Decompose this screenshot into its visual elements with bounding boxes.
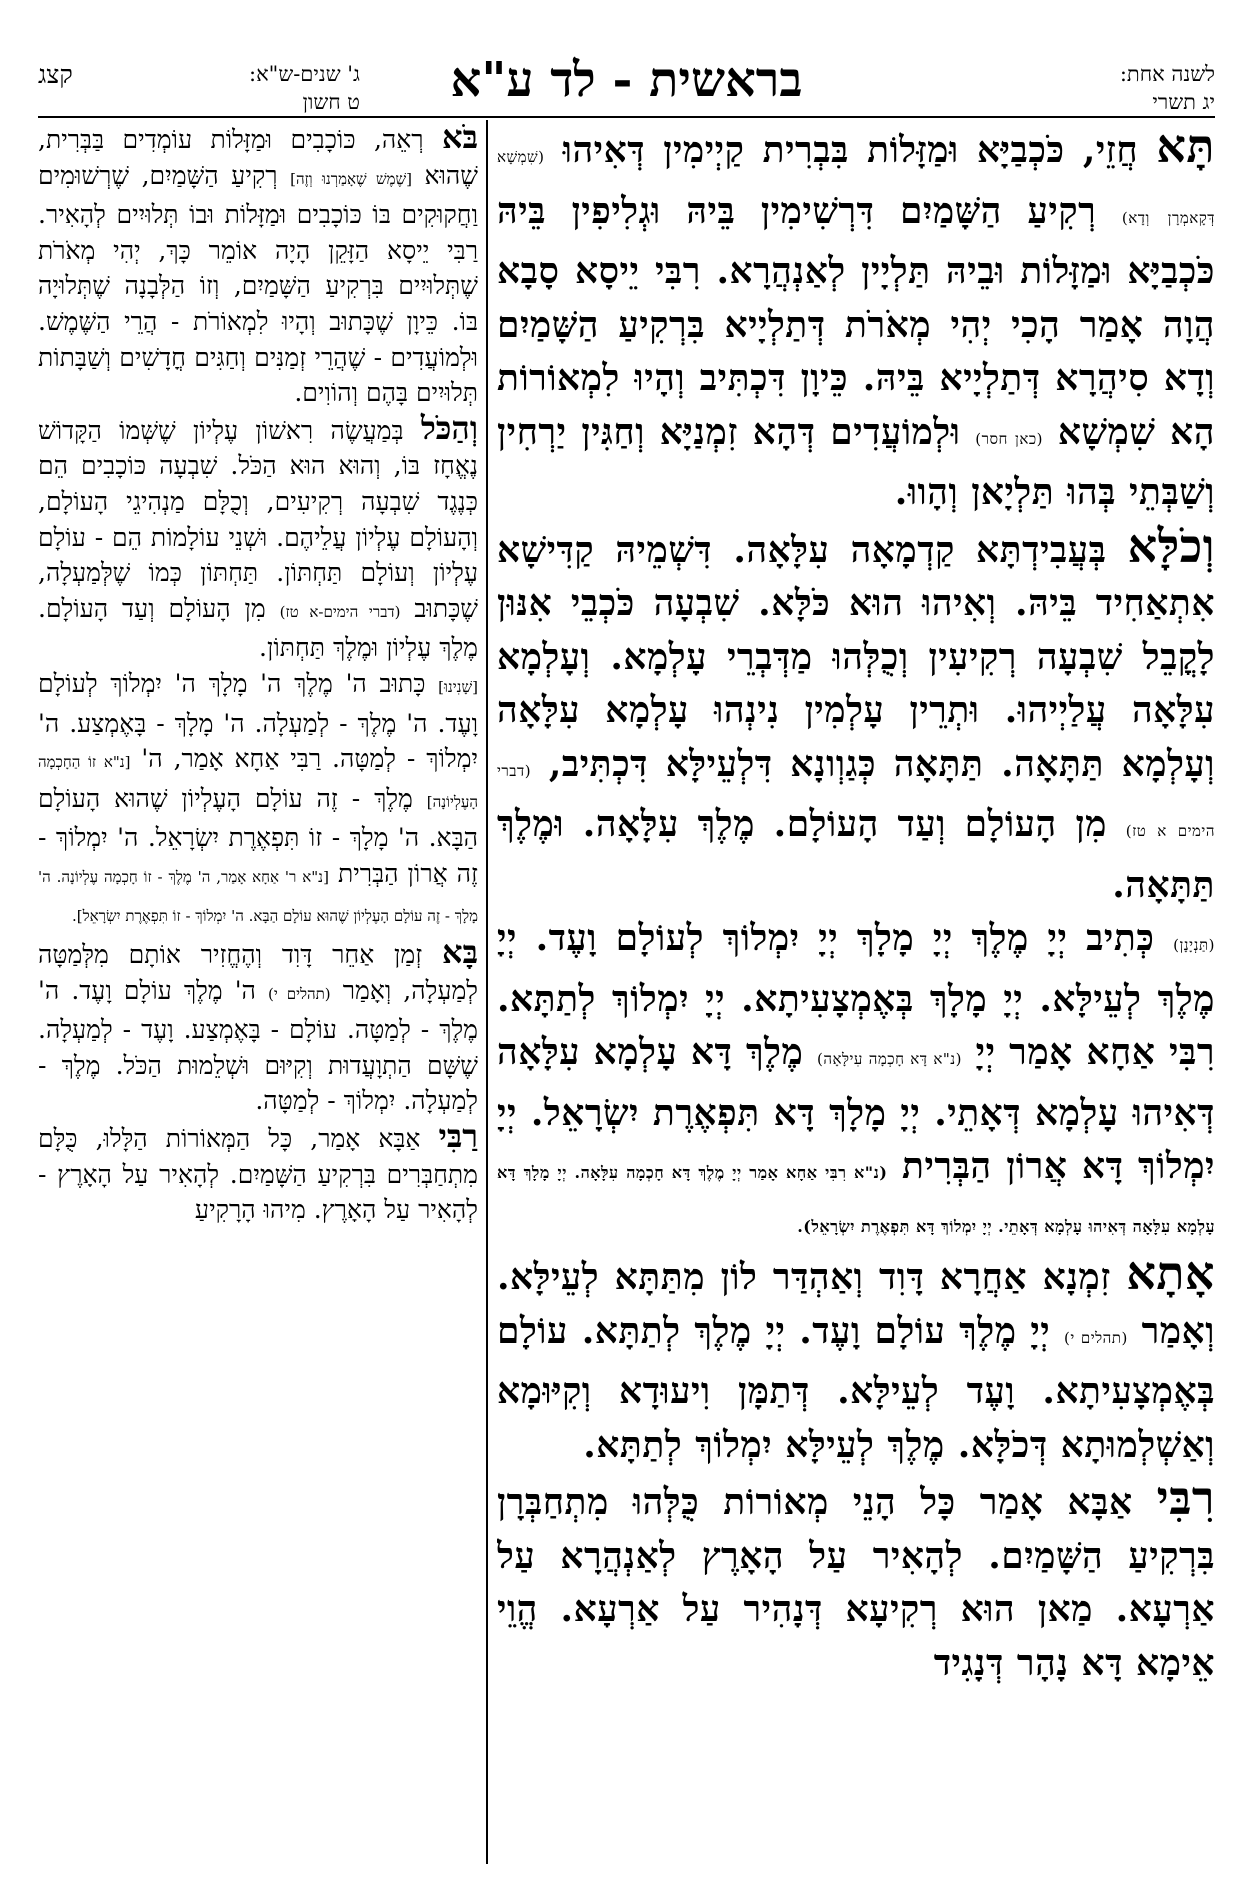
main-paragraph [497, 1247, 1215, 1472]
main-paragraph [497, 120, 1215, 520]
translation-text: זְמַן אַחֵר דָּוִד וְהֶחֱזִיר אוֹתָם מִלְּמַטָּה לְמַעְלָה, וְאָמַר [38, 940, 478, 1005]
header-left [150, 60, 360, 116]
opening-word: וְכֹלָּא [1127, 518, 1215, 573]
inline-note: [שֶׁמֶשׁ שֶׁאָמַרְנוּ וְזֶה] [290, 169, 412, 188]
schedule-three-years: ג' שנים-ש"א: [249, 62, 360, 86]
translation-text: כָּתוּב ה' מֶלֶךְ ה' מָלָךְ ה' יִמְלוֹךְ לְעוֹלָם וָעֶד. ה' מֶלֶךְ - לְמַעְלָה. ה' מָלָךְ - בָּאֶמְצַע. ה' יִמְלוֹךְ - לְמַטָּה. רַבִּי אַחָא אָמַר, ה' [38, 668, 478, 774]
main-text: אַבָּא אָמַר כָּל הָנֵי מְאוֹרוֹת כֻּלְּהוּ מִתְחַבְּרָן בִּרְקִיעַ הַשָּׁמַיִם. לְהָאִיר עַל הָאָרֶץ לְאַנְהֲרָא עַל אַרְעָא. מַאן הוּא רְקִיעָא דְּנָהִיר עַל אַרְעָא. הֱוֵי אֵימָא דָּא נָהָר דְּנָגִיד [497, 1481, 1215, 1684]
version-note: [נ"א ר' אַחָא אָמַר, ה' מֶלֶךְ - זוֹ חָכְמָה עֶלְיוֹנָה. ה' מָלָךְ - זֶה עוֹלָם הָעֶלְיוֹן שֶׁהוּא עוֹלָם הַבָּא. ה' יִמְלוֹךְ - זוֹ תִּפְאֶרֶת יִשְׂרָאֵל]. [38, 867, 478, 926]
source-reference: (דברי הימים א טז) [497, 761, 1215, 840]
main-text: מֶלֶךְ דָּא עָלְמָא עִלָּאָה דְּאִיהוּ עָלְמָא דְּאָתֵי. יְיָ מָלָךְ דָּא תִּפְאֶרֶת יִשְׂרָאֵל. יְיָ יִמְלוֹךְ דָּא אֲרוֹן הַבְּרִית [497, 1031, 1215, 1187]
source-reference: (תהלים י) [268, 984, 331, 1003]
page-header [0, 0, 1253, 114]
opening-word: רִבִּי [1156, 1471, 1215, 1525]
translation-text: בְּמַעֲשֶׂה רִאשׁוֹן עֶלְיוֹן שֶׁשְּׁמוֹ הַקָּדוֹשׁ נֶאֱחָז בּוֹ, וְהוּא הוּא הַכֹּל. שִׁבְעָה כּוֹכָבִים הֵם כְּנֶגֶד שִׁבְעָה רְקִיעִים, וְכֻלָּם מַנְהִיגֵי הָעוֹלָם, וְהָעוֹלָם עֶלְיוֹן עֲלֵיהֶם. וּשְׁנֵי עוֹלָמוֹת הֵם - עוֹלָם עֶלְיוֹן וְעוֹלָם תַּחְתּוֹן. תַּחְתּוֹן כְּמוֹ שֶׁלְּמַעְלָה, שֶׁכָּתוּב [38, 415, 478, 623]
translation-text: מֶלֶךְ - זֶה עוֹלָם הָעֶלְיוֹן שֶׁהוּא הָעוֹלָם הַבָּא. ה' מָלָךְ - זוֹ תִּפְאֶרֶת יִשְׂרָאֵל. ה' יִמְלוֹךְ - זֶה אֲרוֹן הַבְּרִית [38, 783, 478, 888]
translation-text: רְאֵה, כּוֹכָבִים וּמַזָּלוֹת עוֹמְדִים בַּבְּרִית, שֶׁהוּא [38, 125, 478, 190]
main-paragraph [497, 520, 1215, 913]
main-text: בְּעֲבִידְתָּא קַדְמָאָה עִלָּאָה. דִּשְׁמֵיהּ קַדִּישָׁא אִתְאַחִיד בֵּיהּ. וְאִיהוּ הוּא כֹּלָּא. שִׁבְעָה כֹּכְבֵי אִנּוּן לָקֳבֵל שִׁבְעָה רְקִיעִין וְכֻלְּהוּ מַדְּבְרֵי עָלְמָא. וְעָלְמָא עִלָּאָה עֲלַיְיהוּ. וּתְרֵין עָלְמִין נִינְהוּ עָלְמָא עִלָּאָה וְעָלְמָא תַּתָּאָה. תַּתָּאָה כְּגַוְונָא דִּלְעֵילָּא דִּכְתִּיב, [497, 528, 1215, 785]
main-text: כְּתִיב יְיָ מֶלֶךְ יְיָ מָלָךְ יְיָ יִמְלוֹךְ לְעוֹלָם וָעֶד. יְיָ מֶלֶךְ לְעֵילָּא. יְיָ מָלָךְ בְּאֶמְצָעִיתָא. יְיָ יִמְלוֹךְ לְתַתָּא. רִבִּי אַחָא אָמַר יְיָ [497, 917, 1215, 1073]
schedule-one-year: לשנה אחת: [1119, 62, 1215, 86]
main-text: מִן הָעוֹלָם וְעַד הָעוֹלָם. מֶלֶךְ עִלָּאָה. וּמֶלֶךְ תַּתָּאָה. [497, 803, 1215, 906]
translation-paragraph [38, 408, 478, 666]
inline-note: [שָׁנִינוּ] [438, 677, 478, 696]
inline-note: (שִׁמְשָׁא דְּקָאמְרָן וְדָא) [497, 148, 1215, 227]
main-paragraph [497, 1472, 1215, 1690]
page-number: קצג [38, 60, 73, 89]
inline-note: (תַּנְיָנָן) [1173, 936, 1215, 954]
main-text: זִמְנָא אַחֲרָא דָּוִד וְאַהְדַּר לוֹן מִתַּתָּא לְעֵילָּא. וְאָמַר [497, 1256, 1215, 1352]
column-divider [486, 120, 488, 1864]
translation-paragraph [38, 1119, 478, 1228]
translation-text: מִן הָעוֹלָם וְעַד הָעוֹלָם. מֶלֶךְ עֶלְיוֹן וּמֶלֶךְ תַּחְתּוֹן. [38, 593, 478, 663]
main-text: יְיָ מֶלֶךְ עוֹלָם וָעֶד. יְיָ מֶלֶךְ לְתַתָּא. עוֹלָם בְּאֶמְצָעִיתָא. וָעֶד לְעֵילָּא. דְּתַמָּן וִיעוּדָא וְקִיּוּמָא וְאַשְׁלְמוּתָא דְּכֹלָּא. מֶלֶךְ לְעֵילָּא יִמְלוֹךְ לְתַתָּא. [497, 1309, 1215, 1466]
page-title: בראשית - לד ע"א [450, 52, 803, 108]
main-text-column [497, 120, 1215, 1870]
date-one-year: יג תשרי [1152, 90, 1215, 114]
inline-note: (כאן חסר) [975, 429, 1044, 448]
opening-word: וְהַכֹּל [420, 408, 478, 447]
translation-paragraph [38, 666, 478, 935]
opening-word: בֹּא [442, 120, 478, 156]
inline-note: (נ"א דָּא חָכְמָה עִילָּאָה) [816, 1050, 963, 1068]
header-divider [38, 116, 1215, 118]
opening-word: רַבִּי [438, 1117, 478, 1156]
main-paragraph [497, 912, 1215, 1247]
translation-column [38, 120, 478, 1870]
translation-paragraph [38, 120, 478, 411]
source-reference: (דברי הימים-א טז) [279, 602, 401, 621]
opening-word: אָתָא [1126, 1246, 1215, 1300]
opening-word: בָּא [442, 933, 478, 972]
main-text: חֲזֵי, כֹּכְבַיָּא וּמַזָּלוֹת בִּבְרִית קַיְימִין דְּאִיהוּ [562, 129, 1139, 171]
source-reference: (תהלים י) [1064, 1328, 1128, 1347]
version-note: (נ"א רִבִּי אַחָא אָמַר יְיָ מֶלֶךְ דָּא חָכְמָה עִלָּאָה. יְיָ מָלָךְ דָּא עָלְמָא עִלָּאָה דְּאִיהוּ עָלְמָא דְּאָתֵי. יְיָ יִמְלוֹךְ דָּא תִּפְאֶרֶת יִשְׂרָאֵל). [497, 1163, 1215, 1236]
translation-text: רְקִיעַ הַשָּׁמַיִם, שֶׁרְשׁוּמִים וַחֲקוּקִים בּוֹ כּוֹכָבִים וּמַזָּלוֹת וּבוֹ תְּלוּיִים לְהָאִיר. רַבִּי יֵיסָא הַזָּקֵן הָיָה אוֹמֵר כָּךְ, יְהִי מְאֹרֹת שֶׁתְּלוּיִים בִּרְקִיעַ הַשָּׁמַיִם, וְזוֹ הַלְּבָנָה שֶׁתְּלוּיָה בּוֹ. כֵּיוָן שֶׁכָּתוּב וְהָיוּ לִמְאוֹרֹת - הֲרֵי הַשֶּׁמֶשׁ. וּלְמוֹעֲדִים - שֶׁהֲרֵי זְמַנִּים וְחַגִּים חֳדָשִׁים וְשַׁבָּתוֹת תְּלוּיִים בָּהֶם וְהוֹוִים. [38, 160, 478, 408]
main-text: וּלְמוֹעֲדִים דְּהָא זִמְנַיָּא וְחַגִּין יַרְחִין וְשַׁבְּתֵי בְּהוּ תַּלְיָאן וְהָווּ. [497, 410, 1215, 513]
main-text: רְקִיעַ הַשָּׁמַיִם דִּרְשִׁימִין בֵּיהּ וּגְלִיפִין בֵּיהּ כֹּכְבַיָּא וּמַזָּלוֹת וּבֵיהּ תַּלְיָין לְאַנְהֲרָא. רִבִּי יֵיסָא סָבָא הֲוָה אָמַר הָכִי יְהִי מְאֹרֹת דְּתַלְיָיא בִּרְקִיעַ הַשָּׁמַיִם וְדָא סִיהֲרָא דְּתַלְיָיא בֵּיהּ. כֵּיוָן דִּכְתִּיב וְהָיוּ לִמְאוֹרוֹת הָא שִׁמְשָׁא [497, 189, 1215, 453]
translation-text: אַבָּא אָמַר, כָּל הַמְּאוֹרוֹת הַלָּלוּ, כֻּלָּם מִתְחַבְּרִים בִּרְקִיעַ הַשָּׁמַיִם. לְהָאִיר עַל הָאָרֶץ - לְהָאִיר עַל הָאָרֶץ. מִיהוּ הָרָקִיעַ [38, 1124, 478, 1225]
opening-word: תָּא [1156, 120, 1215, 173]
date-three-years: ט חשון [302, 90, 360, 114]
translation-paragraph [38, 935, 478, 1119]
inline-note: [נ"א זוֹ הַחָכְמָה הָעֶלְיוֹנָה] [38, 753, 478, 811]
translation-text: ה' מֶלֶךְ עוֹלָם וָעֶד. ה' מֶלֶךְ - לְמַטָּה. עוֹלָם - בָּאֶמְצַע. וָעֶד - לְמַעְלָה. שֶׁשָּׁם הַתְוָעֲדוּת וְקִיּוּם וּשְׁלֵמוּת הַכֹּל. מֶלֶךְ - לְמַעְלָה. יִמְלוֹךְ - לְמַטָּה. [38, 975, 478, 1116]
